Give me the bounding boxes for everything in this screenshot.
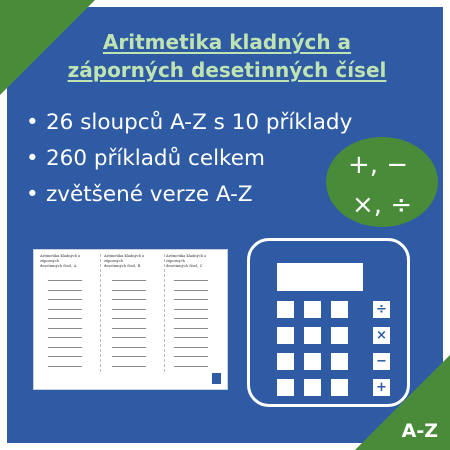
- worksheet-column: [102, 254, 165, 372]
- calculator-key: [331, 301, 348, 318]
- feature-item: [26, 141, 352, 177]
- worksheet-calculator-icon: [212, 373, 221, 384]
- calculator-key: [304, 301, 321, 318]
- worksheet-exercise-placeholder: [112, 280, 146, 281]
- worksheet-exercise-placeholder: [48, 337, 82, 338]
- bullet-dot-icon: •: [26, 146, 39, 171]
- worksheet-preview: [33, 249, 228, 390]
- feature-item: [26, 105, 352, 141]
- minus-key: −: [373, 353, 390, 370]
- calculator-screen: [277, 263, 363, 291]
- worksheet-exercise-placeholder: [48, 318, 82, 319]
- worksheet-exercise-placeholder: [112, 347, 146, 348]
- calculator-key: [277, 353, 294, 370]
- worksheet-exercise-placeholder: [112, 337, 146, 338]
- worksheet-exercise-placeholder: [174, 299, 208, 300]
- feature-item-text: zvětšené verze A-Z: [46, 182, 253, 207]
- worksheet-exercise-placeholder: [48, 309, 82, 310]
- worksheet-exercise-placeholder: [48, 290, 82, 291]
- plus-key: +: [373, 379, 390, 396]
- calculator-key: [277, 327, 294, 344]
- calculator-key: [277, 379, 294, 396]
- calculator-key: [304, 327, 321, 344]
- worksheet-exercise-placeholder: [48, 356, 82, 357]
- worksheet-exercise-placeholder: [174, 328, 208, 329]
- worksheet-exercise-placeholder: [112, 356, 146, 357]
- worksheet-exercise-placeholder: [174, 366, 208, 367]
- worksheet-exercise-placeholder: [174, 337, 208, 338]
- feature-list: [26, 105, 352, 213]
- worksheet-exercise-placeholder: [112, 318, 146, 319]
- calculator-key: [277, 301, 294, 318]
- worksheet-exercise-placeholder: [112, 309, 146, 310]
- title-line-1: Aritmetika kladných a: [102, 30, 352, 54]
- feature-item: [26, 177, 352, 213]
- multiply-divide-symbols: ×, ÷: [352, 190, 413, 220]
- calculator-key: [331, 327, 348, 344]
- worksheet-column-heading: desetinných čísel, A: [40, 264, 77, 268]
- title-line-2: záporných desetinných čísel: [67, 58, 387, 82]
- worksheet-exercise-placeholder: [174, 290, 208, 291]
- worksheet-exercise-placeholder: [48, 328, 82, 329]
- worksheet-exercise-placeholder: [174, 347, 208, 348]
- feature-item-text: 260 příkladů celkem: [46, 146, 265, 171]
- worksheet-column-heading: Aritmetika kladných a záporných: [166, 254, 207, 263]
- worksheet-exercise-placeholder: [174, 318, 208, 319]
- worksheet-column-heading: Aritmetika kladných a záporných: [40, 254, 81, 263]
- bullet-dot-icon: •: [26, 110, 39, 135]
- worksheet-column-heading: desetinných čísel, C: [166, 264, 203, 268]
- worksheet-exercise-placeholder: [112, 290, 146, 291]
- worksheet-column-heading: Aritmetika kladných a záporných: [104, 254, 145, 263]
- worksheet-exercise-placeholder: [174, 309, 208, 310]
- worksheet-exercise-placeholder: [48, 299, 82, 300]
- worksheet-exercise-placeholder: [48, 347, 82, 348]
- bullet-dot-icon: •: [26, 182, 39, 207]
- add-subtract-symbols: +, −: [348, 150, 409, 180]
- corner-label: A-Z: [401, 420, 438, 442]
- worksheet-exercise-placeholder: [112, 366, 146, 367]
- calculator-key: [331, 353, 348, 370]
- worksheet-exercise-placeholder: [48, 366, 82, 367]
- worksheet-column: [164, 254, 226, 372]
- calculator-key: [304, 353, 321, 370]
- worksheet-exercise-placeholder: [48, 280, 82, 281]
- worksheet-exercise-placeholder: [112, 328, 146, 329]
- calculator-icon: [247, 238, 410, 407]
- page-title: [52, 28, 402, 84]
- worksheet-exercise-placeholder: [174, 280, 208, 281]
- calculator-key: [331, 379, 348, 396]
- divide-key: ÷: [373, 301, 390, 318]
- worksheet-column-heading: desetinných čísel, B: [104, 264, 141, 268]
- worksheet-column: [38, 254, 101, 372]
- worksheet-exercise-placeholder: [174, 356, 208, 357]
- worksheet-exercise-placeholder: [112, 299, 146, 300]
- calculator-key: [304, 379, 321, 396]
- feature-item-text: 26 sloupců A-Z s 10 příklady: [46, 110, 353, 135]
- multiply-key: ×: [373, 327, 390, 344]
